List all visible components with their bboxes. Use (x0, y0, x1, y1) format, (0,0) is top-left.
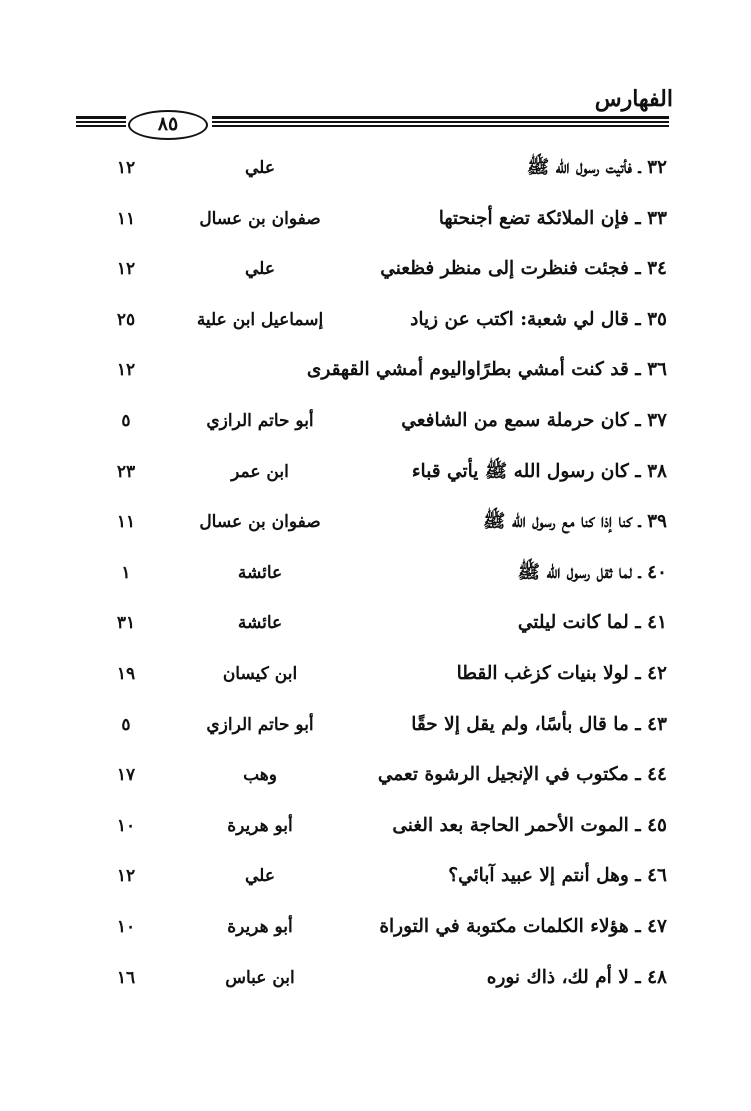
header-rule-right (212, 116, 669, 128)
index-row (0, 450, 751, 501)
entry-narrator: أبو حاتم الرازي (206, 410, 314, 431)
running-title: الفهارس (594, 86, 673, 112)
entry-text: ٣٢ ـ فأتيت رسول الله ﷺ (526, 157, 667, 178)
entry-page: ١١ (116, 208, 136, 229)
rule-line (212, 125, 669, 127)
index-row (0, 399, 751, 450)
entry-narrator: أبو هريرة (227, 815, 293, 836)
index-row (0, 854, 751, 905)
index-table (0, 146, 751, 1006)
entry-text: ٣٣ ـ فإن الملائكة تضع أجنحتها (438, 207, 667, 229)
header-rule-left (76, 116, 126, 128)
entry-text: ٣٥ ـ قال لي شعبة: اكتب عن زياد (410, 308, 667, 330)
entry-text: ٤١ ـ لما كانت ليلتي (517, 612, 667, 634)
entry-page: ٢٣ (116, 461, 136, 482)
entry-text: ٤٥ ـ الموت الأحمر الحاجة بعد الغنى (392, 814, 667, 836)
entry-page: ٢٥ (116, 309, 136, 330)
entry-page: ١٦ (116, 967, 136, 988)
entry-page: ١ (121, 562, 131, 583)
entry-text: ٤٢ ـ لولا بنيات كزغب القطا (456, 662, 667, 684)
rule-line (76, 125, 126, 127)
entry-text: ٤٨ ـ لا أم لك، ذاك نوره (486, 966, 667, 988)
entry-narrator: وهب (243, 765, 277, 786)
entry-narrator: أبو هريرة (227, 916, 293, 937)
entry-narrator: ابن كيسان (222, 663, 298, 684)
entry-page: ١٢ (116, 360, 136, 381)
entry-text: ٤٤ ـ مكتوب في الإنجيل الرشوة تعمي (377, 764, 667, 786)
entry-text: ٣٧ ـ كان حرملة سمع من الشافعي (401, 409, 667, 431)
entry-text: ٤٣ ـ ما قال بأسًا، ولم يقل إلا حقًا (411, 713, 667, 735)
entry-text: ٤٧ ـ هؤلاء الكلمات مكتوبة في التوراة (379, 915, 667, 937)
entry-narrator: علي (245, 259, 275, 280)
entry-page: ١١ (116, 512, 136, 533)
entry-page: ١٢ (116, 866, 136, 887)
entry-narrator: ابن عمر (231, 461, 289, 482)
entry-text: ٤٠ ـ لما ثقل رسول الله ﷺ (517, 561, 667, 583)
index-row (0, 146, 751, 197)
entry-text: ٣٨ ـ كان رسول الله ﷺ يأتي قباء (411, 460, 667, 482)
rule-line (212, 116, 669, 119)
index-row (0, 348, 751, 399)
entry-page: ١٢ (116, 259, 136, 280)
entry-narrator: صفوان بن عسال (199, 208, 321, 229)
entry-narrator: أبو حاتم الرازي (206, 714, 314, 735)
index-row (0, 956, 751, 1007)
rule-line (212, 121, 669, 123)
page-number: ٨٥ (128, 110, 208, 140)
entry-narrator (195, 348, 325, 399)
entry-text: ٣٤ ـ فجئت فنظرت إلى منظر فظعني (380, 258, 667, 280)
entry-text: ٣٩ ـ كنا إذا كنا مع رسول الله ﷺ (483, 511, 667, 533)
entry-page: ٥ (121, 714, 131, 735)
index-row (0, 601, 751, 652)
entry-page: ٥ (121, 410, 131, 431)
rule-line (76, 121, 126, 123)
entry-narrator: صفوان بن عسال (199, 512, 321, 533)
entry-text: ٣٦ ـ قد كنت أمشي بطرًاواليوم أمشي القهقرى (306, 359, 667, 381)
entry-narrator: عائشة (237, 613, 283, 634)
entry-narrator: ابن عباس (225, 967, 295, 988)
entry-page: ١٠ (116, 916, 136, 937)
index-row (0, 804, 751, 855)
index-row (0, 652, 751, 703)
entry-page: ١٠ (116, 815, 136, 836)
entry-text: ٤٦ ـ وهل أنتم إلا عبيد آبائي؟ (448, 865, 667, 887)
index-row (0, 298, 751, 349)
entry-page: ١٧ (116, 765, 136, 786)
entry-page: ١٢ (116, 158, 136, 178)
index-row (0, 500, 751, 551)
index-row (0, 551, 751, 602)
entry-narrator: علي (245, 866, 275, 887)
entry-page: ٣١ (116, 613, 136, 634)
index-row (0, 905, 751, 956)
index-row (0, 197, 751, 248)
entry-narrator: إسماعيل ابن علية (196, 309, 324, 330)
index-row (0, 247, 751, 298)
rule-line (76, 116, 126, 119)
entry-page: ١٩ (116, 663, 136, 684)
entry-narrator: علي (245, 158, 275, 178)
index-row (0, 753, 751, 804)
index-row (0, 703, 751, 754)
entry-narrator: عائشة (237, 562, 283, 583)
